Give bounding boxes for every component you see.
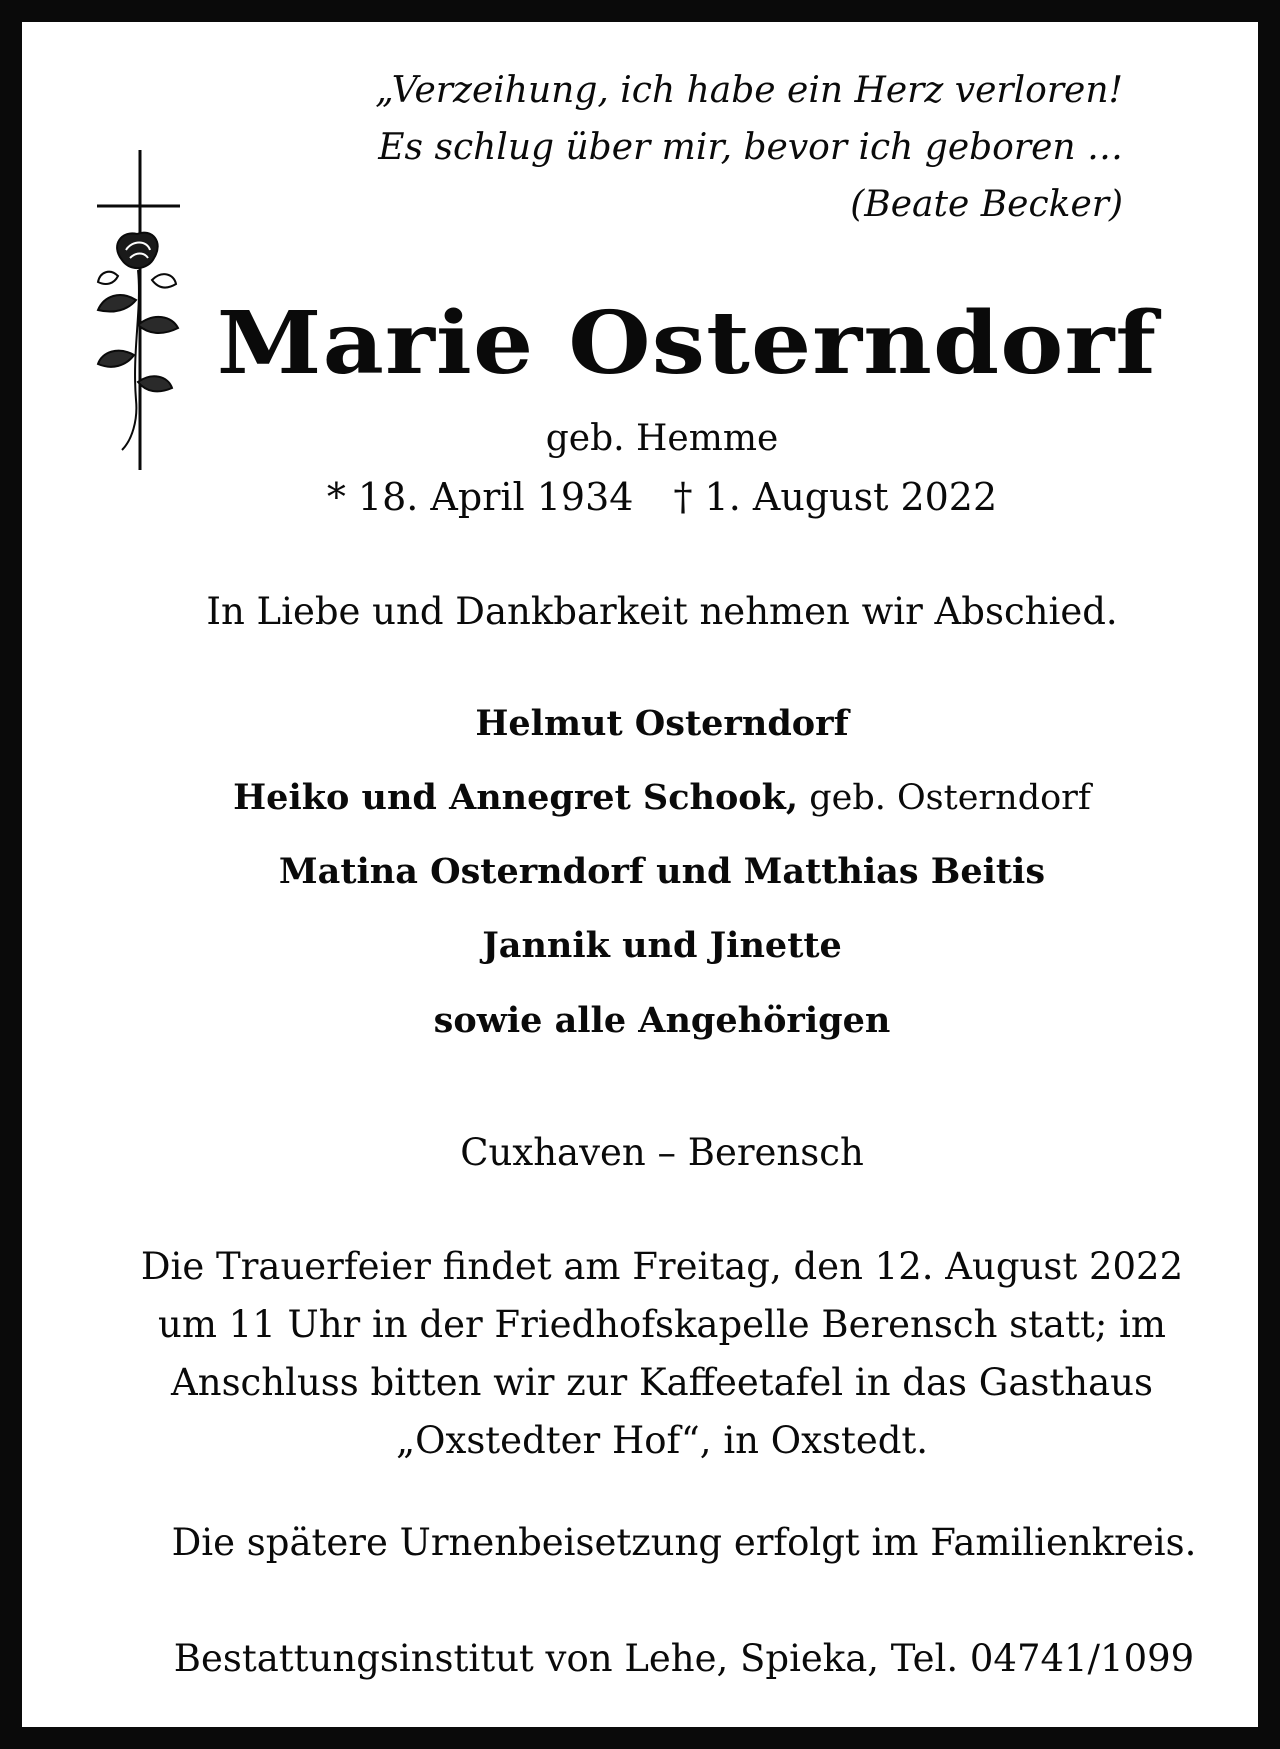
mourner-line-1: Helmut Osterndorf [475, 703, 849, 744]
burial-note: Die spätere Urnenbeisetzung erfolgt im Familienkreis. [171, 1521, 1197, 1564]
mourner-line-2 [44, 775, 1280, 821]
service-line-4: „Oxstedter Hof“, in Oxstedt. [395, 1419, 929, 1462]
undertaker-info: Bestattungsinstitut von Lehe, Spieka, Tel. 04741/1099 [173, 1637, 1195, 1680]
mourner-line-2-birthname: geb. Osterndorf [798, 778, 1091, 818]
mourner-line-3: Matina Osterndorf und Matthias Beitis [278, 851, 1046, 892]
quote-line-2: Es schlug über mir, bevor ich geboren … [378, 127, 1123, 168]
farewell-text: In Liebe und Dankbarkeit nehmen wir Abschied. [206, 590, 1118, 633]
quote-line-1: „Verzeihung, ich habe ein Herz verloren! [375, 70, 1123, 111]
mourner-line-2-names: Heiko und Annegret Schook, [233, 777, 799, 818]
life-dates [44, 472, 1280, 522]
deceased-name: Marie Osterndorf [216, 293, 1158, 394]
birth-date: * 18. April 1934 [326, 475, 634, 519]
service-line-3: Anschluss bitten wir zur Kaffeetafel in das Gasthaus [171, 1361, 1153, 1404]
quote-author: (Beate Becker) [850, 184, 1123, 225]
mourner-line-5: sowie alle Angehörigen [433, 1000, 891, 1041]
service-line-2: um 11 Uhr in der Friedhofskapelle Berensch statt; im [158, 1303, 1166, 1346]
places: Cuxhaven – Berensch [460, 1131, 864, 1174]
birth-name: geb. Hemme [545, 418, 779, 459]
death-date: † 1. August 2022 [673, 475, 998, 519]
service-line-1: Die Trauerfeier findet am Freitag, den 12. August 2022 [140, 1245, 1184, 1288]
mourner-line-4: Jannik und Jinette [482, 925, 842, 966]
